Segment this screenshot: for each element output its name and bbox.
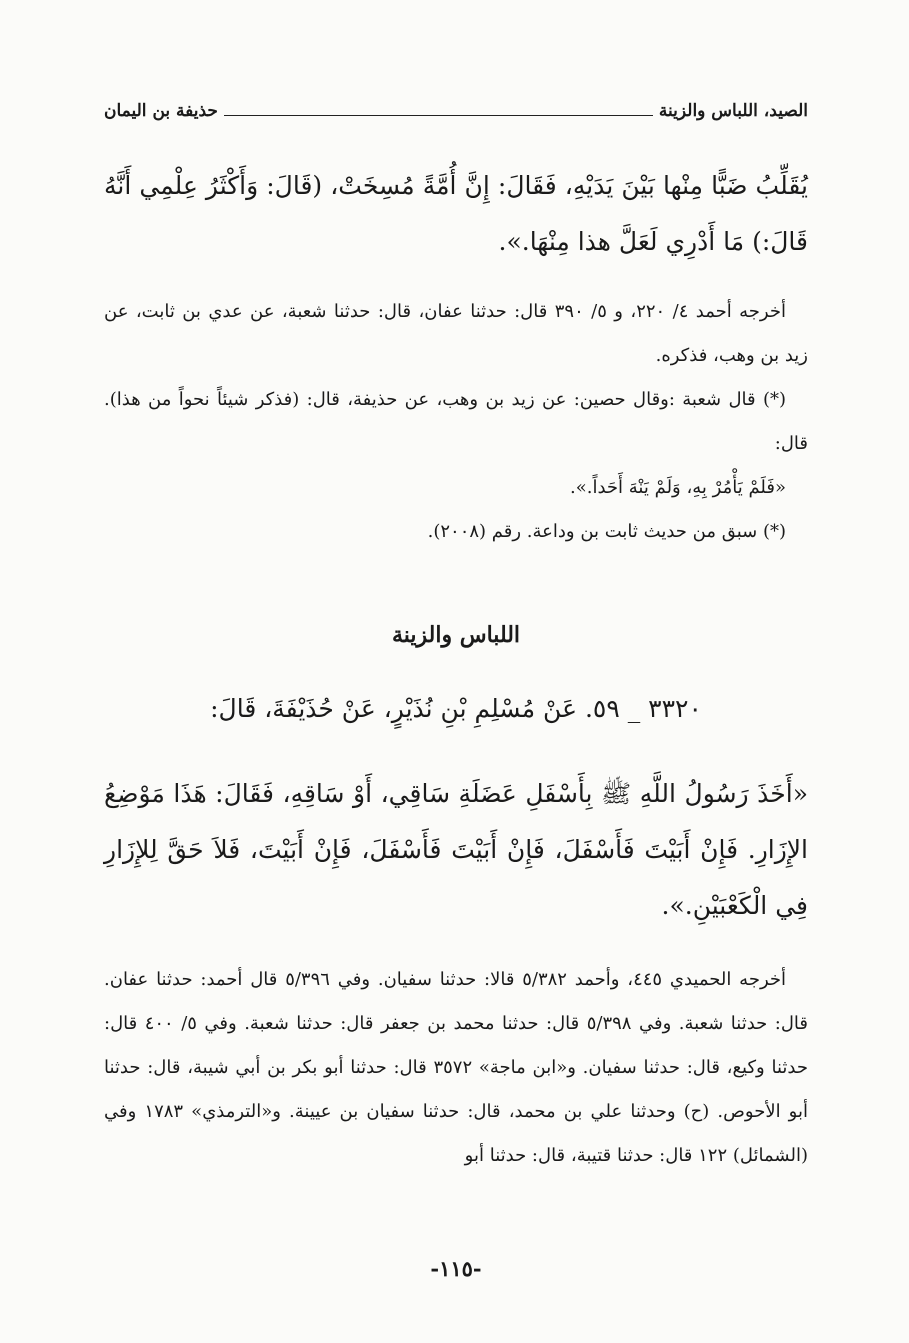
header-section-title: الصيد، اللباس والزينة	[658, 101, 808, 121]
hadith-text: «أَخَذَ رَسُولُ اللَّهِ ﷺ بِأَسْفَلِ عَضَلَةِ سَاقِي، أَوْ سَاقِهِ، فَقَالَ: هَذَا مَوْضِعُ الإِزَارِ. فَإِنْ أَبَيْتَ فَأَسْفَلَ، فَإِنْ أَبَيْتَ فَأَسْفَلَ، فَإِنْ أَبَيْتَ، فَلاَ حَقَّ لِلإِزَارِ فِي الْكَعْبَيْنِ.».	[104, 779, 808, 920]
takhrij-1-para-3: (*) سبق من حديث ثابت بن وداعة. رقم (٢٠٠٨).	[427, 521, 786, 542]
hadith-body	[104, 766, 808, 934]
continuation-text: يُقَلِّبُ ضَبًّا مِنْها بَيْنَ يَدَيْهِ، فَقَالَ: إِنَّ أُمَّةً مُسِخَتْ، (قَالَ: وَأَكْثَرُ عِلْمِي أَنَّهُ قَالَ:) مَا أَدْرِي لَعَلَّ هذا مِنْهَا.».	[104, 171, 808, 256]
hadith-continuation	[104, 158, 808, 270]
takhrij-1-quote: «فَلَمْ يَأْمُرْ بِهِ، وَلَمْ يَنْهَ أَحَداً.».	[570, 477, 786, 498]
takhrij-2-text: أخرجه الحميدي ٤٤٥، وأحمد ٥/٣٨٢ قالا: حدثنا سفيان. وفي ٥/٣٩٦ قال أحمد: حدثنا عفان. قال: حدثنا شعبة. وفي ٥/٣٩٨ قال: حدثنا محمد بن جعفر قال: حدثنا شعبة. وفي ٥/ ٤٠٠ قال: حدثنا وكيع، قال: حدثنا سفيان. و«ابن ماجة» ٣٥٧٢ قال: حدثنا أبو بكر بن أبي شيبة، قال: حدثنا أبو الأحوص. (ح) وحدثنا علي بن محمد، قال: حدثنا سفيان بن عيينة. و«الترمذي» ١٧٨٣ وفي (الشمائل) ١٢٢ قال: حدثنا قتيبة، قال: حدثنا أبو	[104, 969, 808, 1166]
hadith-heading: ٣٣٢٠ _ ٥٩. عَنْ مُسْلِمِ بْنِ نُذَيْرٍ، عَنْ حُذَيْفَةَ، قَالَ:	[210, 694, 702, 723]
running-header	[104, 96, 808, 126]
takhrij-block-1	[104, 290, 808, 554]
section-title: اللباس والزينة	[391, 622, 521, 648]
page-number: -١١٥-	[430, 1256, 482, 1281]
takhrij-1-para-2: (*) قال شعبة :وقال حصين: عن زيد بن وهب، عن حذيفة، قال: (فذكر شيئاً نحواً من هذا). قال:	[104, 389, 808, 454]
takhrij-block-2	[104, 958, 808, 1178]
takhrij-1-para-1: أخرجه أحمد ٤/ ٢٢٠، و ٥/ ٣٩٠ قال: حدثنا عفان، قال: حدثنا شعبة، عن عدي بن ثابت، عن زيد بن وهب، فذكره.	[104, 301, 808, 366]
header-rule	[224, 115, 653, 116]
header-author: حذيفة بن اليمان	[104, 101, 218, 121]
